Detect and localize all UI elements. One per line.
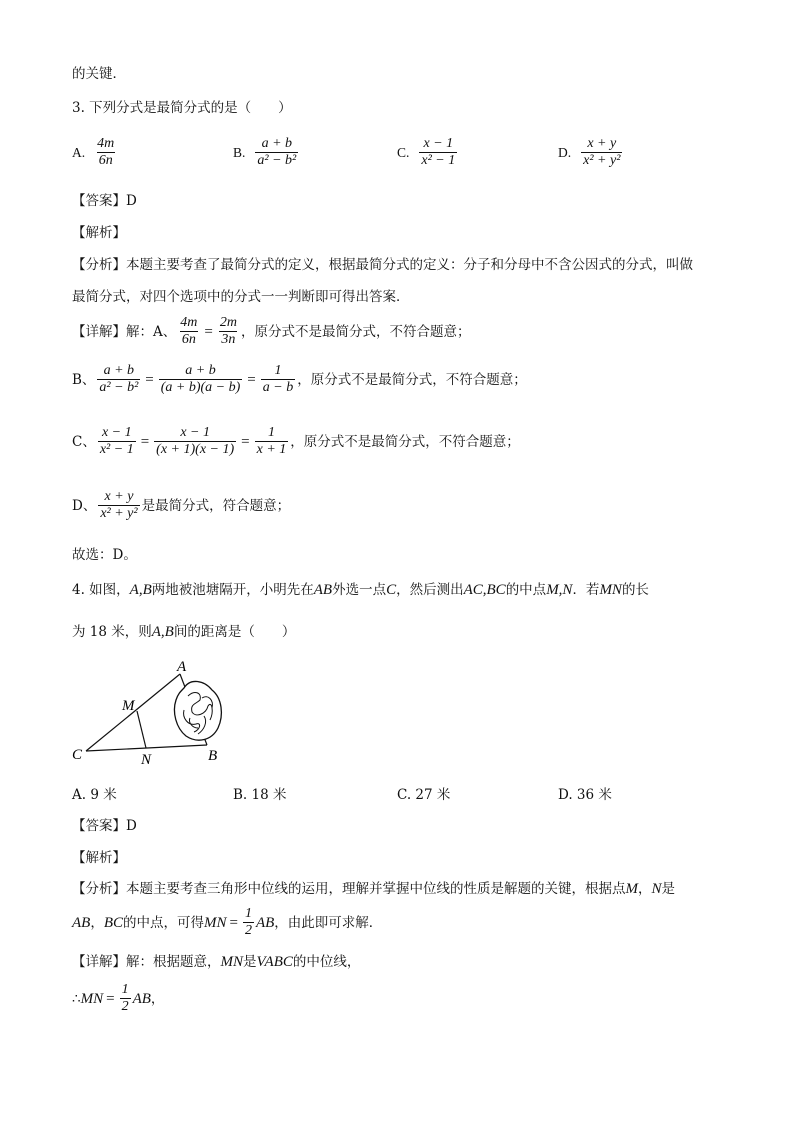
q3-analysis-heading: 【解析】: [72, 225, 126, 241]
q3-option-d-fraction: $\frac{x + y}{\text{x² + y²}}$: [583, 136, 621, 169]
q3-option-c-fraction: $\frac{x - 1}{\text{x² − 1}}$: [421, 136, 456, 169]
q4-stem-line-2: 为 18 米，则A,B间的距离是（ ）: [72, 624, 296, 640]
q3-option-b: B. $\frac{a + b}{\text{a² − b²}}$: [233, 136, 297, 169]
q4-analysis-heading: 【解析】: [72, 850, 126, 866]
pond-triangle-diagram: [72, 660, 242, 770]
segment-mn: [137, 711, 146, 748]
segment-cb: [86, 745, 207, 751]
pond-outline: [174, 681, 221, 740]
q4-option-c: C. 27 米: [397, 787, 451, 803]
q3-detail-b: B、 $\frac{a + b}{\text{a² − b²}}$ = $\frac{a + b}{(a + b)(a - b)}$ = $\frac{1}{a - b}$ ，原分式不是最简分式，不符合题意；: [72, 363, 527, 396]
label-b: B: [208, 748, 218, 764]
q4-detail-line-2: ∴ MN = $\frac{1}{2}$ AB ，: [72, 982, 165, 1015]
q4-analysis-line-2: AB ， BC 的中点，可得 MN = $\frac{1}{2}$ AB ，由此即可求解．: [72, 906, 383, 939]
q4-analysis-line-1: 【分析】本题主要考查三角形中位线的运用，理解并掌握中位线的性质是解题的关键，根据点M，N是: [72, 881, 676, 897]
q3-answer: 【答案】D: [72, 193, 137, 209]
label-n: N: [141, 752, 152, 768]
q4-option-a: A. 9 米: [72, 787, 117, 803]
q3-option-b-fraction: $\frac{a + b}{\text{a² − b²}}$: [257, 136, 297, 169]
label-c: C: [72, 747, 83, 763]
q3-option-c: C. $\frac{x - 1}{\text{x² − 1}}$: [397, 136, 456, 169]
label-m: M: [122, 698, 135, 714]
q3-analysis-line-1: 【分析】本题主要考查了最简分式的定义，根据最简分式的定义：分子和分母中不含公因式的分式，叫做: [72, 257, 693, 273]
continuation-text: 的关键．: [72, 66, 126, 82]
q4-stem-line-1: 4. 如图，A,B两地被池塘隔开，小明先在AB外选一点C，然后测出AC,BC的中点M,N．若MN的长: [72, 582, 649, 598]
q3-analysis-line-2: 最简分式，对四个选项中的分式一一判断即可得出答案．: [72, 289, 410, 305]
q4-answer: 【答案】D: [72, 818, 137, 834]
q3-detail-d: D、 $\frac{x + y}{\text{x² + y²}}$ 是最简分式，符合题意；: [72, 489, 291, 522]
q3-option-a: A. $\frac{4m}{6n}$: [72, 136, 115, 169]
q4-option-b: B. 18 米: [233, 787, 287, 803]
q4-option-d: D. 36 米: [558, 787, 612, 803]
q3-option-a-fraction: $\frac{4m}{6n}$: [97, 136, 115, 169]
q4-detail-line-1: 【详解】解：根据题意，MN是VABC的中位线，: [72, 954, 361, 970]
q3-stem: 3. 下列分式是最简分式的是（ ）: [72, 100, 292, 116]
q3-conclusion: 故选：D。: [72, 547, 137, 563]
q3-detail-c: C、 $\frac{x - 1}{\text{x² − 1}}$ = $\frac{x - 1}{(x + 1)(x - 1)}$ = $\frac{1}{x + 1}$ ，原分式不是最简分式，不符合题意；: [72, 425, 520, 458]
label-a: A: [177, 660, 187, 675]
q3-detail-a: 【详解】解：A、 $\frac{4m}{6n}$ = $\frac{2m}{3n}$ ，原分式不是最简分式，不符合题意；: [72, 315, 471, 348]
q3-option-d: D. $\frac{x + y}{\text{x² + y²}}$: [558, 136, 621, 169]
